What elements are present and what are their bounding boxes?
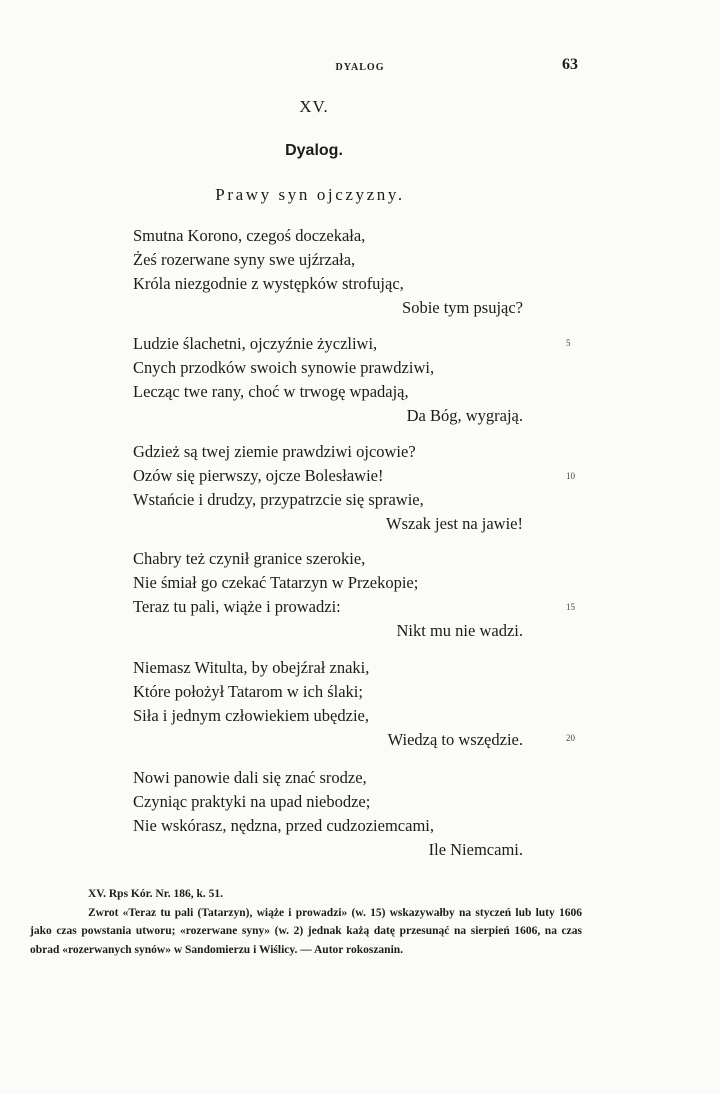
verse-line: Ile Niemcami.	[428, 840, 523, 859]
verse-line: Smutna Korono, czegoś doczekała,	[133, 226, 366, 245]
verse-line: Da Bóg, wygrają.	[406, 406, 523, 425]
verse-line: Lecząc twe rany, choć w trwogę wpadają,	[133, 382, 409, 401]
verse-line: Siła i jednym człowiekiem ubędzie,	[133, 706, 369, 725]
line-number: 10	[566, 471, 575, 481]
stanza-2	[133, 332, 523, 428]
line-number: 5	[566, 338, 571, 348]
stanza-5	[133, 656, 523, 752]
verse-line: Ludzie ślachetni, ojczyźnie życzliwi,	[133, 334, 378, 353]
source-note: XV. Rps Kór. Nr. 186, k. 51.	[88, 888, 224, 900]
commentary-note	[30, 904, 582, 960]
verse-line: Wstańcie i drudzy, przypatrzcie się sprawie,	[133, 490, 424, 509]
verse-line: Króla niezgodnie z występków strofując,	[133, 274, 404, 293]
editorial-notes	[30, 885, 582, 959]
poem-title: Dyalog.	[285, 142, 343, 159]
verse-line: Nowi panowie dali się znać srodze,	[133, 768, 367, 787]
verse-line: Gdzież są twej ziemie prawdziwi ojcowie?	[133, 442, 416, 461]
commentary-text: Zwrot «Teraz tu pali (Tatarzyn), wiąże i prowadzi» (w. 15) wskazywałby na styczeń lub luty 1606 jako czas powstania utworu; «rozerwane syny» (w. 2) jednak każą datę przesunąć na sierpień 1606, na czas obrad «rozerwanych synów» w Sandomierzu i Wiślicy. — Autor rokoszanin.	[30, 906, 582, 956]
verse-line: Nikt mu nie wadzi.	[396, 621, 523, 640]
stanza-6	[133, 766, 523, 862]
verse-line: Czyniąc praktyki na upad niebodze;	[133, 792, 371, 811]
running-head: DYALOG	[335, 62, 385, 73]
poem-subtitle: Prawy syn ojczyzny.	[215, 185, 405, 204]
verse-line: Żeś rozerwane syny swe ujźrzała,	[133, 250, 356, 269]
verse-line: Sobie tym psując?	[402, 298, 523, 317]
line-number: 15	[566, 602, 575, 612]
verse-line: Cnych przodków swoich synowie prawdziwi,	[133, 358, 435, 377]
poem-number: XV.	[299, 97, 329, 116]
verse-line: Chabry też czynił granice szerokie,	[133, 549, 366, 568]
verse-line: Które położył Tatarom w ich ślaki;	[133, 682, 363, 701]
verse-line: Nie śmiał go czekać Tatarzyn w Przekopie;	[133, 573, 419, 592]
verse-line: Wiedzą to wszędzie.	[387, 730, 523, 749]
page-number: 63	[562, 56, 578, 73]
stanza-4	[133, 547, 523, 643]
verse-line: Nie wskórasz, nędzna, przed cudzoziemcami,	[133, 816, 434, 835]
verse-line: Wszak jest na jawie!	[386, 514, 523, 533]
verse-line: Ozów się pierwszy, ojcze Bolesławie!	[133, 466, 384, 485]
stanza-1	[133, 224, 523, 320]
line-number: 20	[566, 733, 575, 743]
stanza-3	[133, 440, 523, 536]
verse-line: Niemasz Witulta, by obejźrał znaki,	[133, 658, 370, 677]
verse-line: Teraz tu pali, wiąże i prowadzi:	[133, 597, 341, 616]
